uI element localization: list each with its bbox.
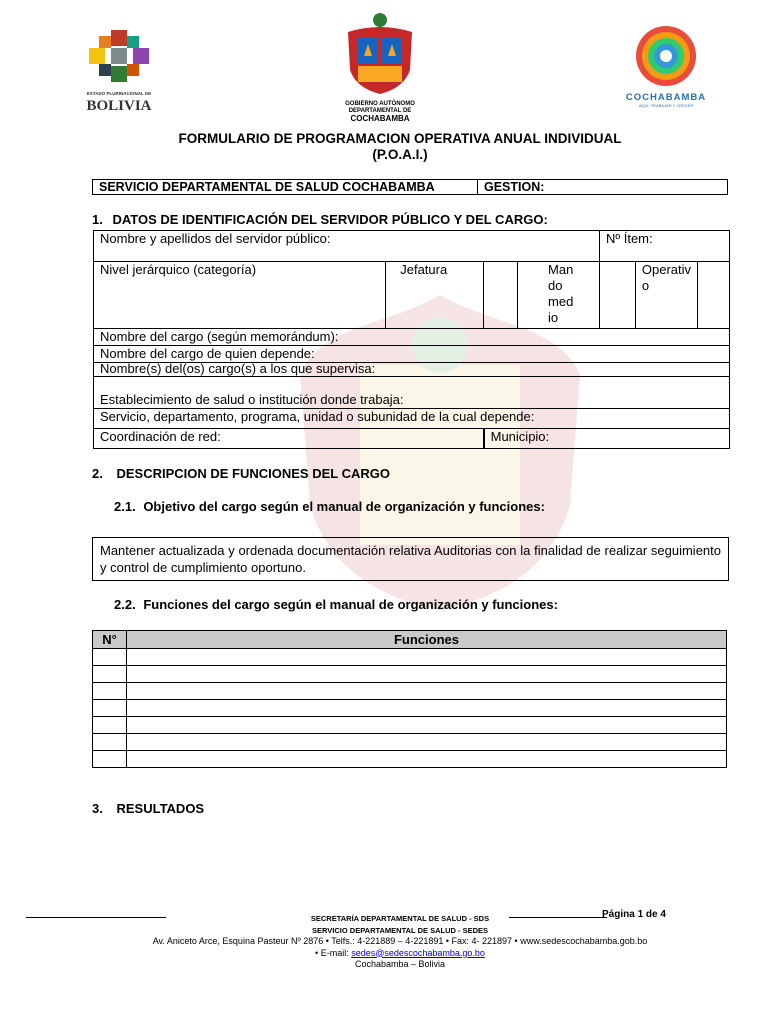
section3-title: RESULTADOS: [116, 801, 205, 816]
mando-medio-label: [518, 262, 600, 329]
footer-sedes: SERVICIO DEPARTAMENTAL DE SALUD - SEDES: [312, 925, 488, 935]
bolivia-logo-text: BOLIVIA: [86, 97, 152, 114]
gad-logo-line3: COCHABAMBA: [350, 114, 410, 123]
function-number-cell[interactable]: [93, 683, 127, 700]
table-row: [93, 751, 727, 768]
function-number-cell[interactable]: [93, 734, 127, 751]
establecimiento-field[interactable]: Establecimiento de salud o institución donde trabaja:: [94, 377, 730, 409]
bolivia-emblem-icon: [78, 26, 160, 86]
nombre-servidor-field[interactable]: Nombre y apellidos del servidor público:: [94, 231, 600, 262]
section2-heading: [92, 466, 390, 481]
cochabamba-logo-text: COCHABAMBA: [625, 92, 707, 103]
cochabamba-logo-subtext: AQUI, TRABAJAR Y CRECER: [638, 103, 694, 108]
gestion-label: GESTION:: [478, 180, 728, 195]
table-row: [93, 717, 727, 734]
funciones-header-funciones: Funciones: [127, 631, 727, 649]
footer: [0, 913, 768, 971]
jefatura-label: Jefatura: [386, 262, 484, 329]
service-header-table: [92, 179, 728, 195]
coat-of-arms-icon: [338, 10, 422, 96]
mando-medio-line1: Man: [548, 262, 574, 277]
section2-title: DESCRIPCION DE FUNCIONES DEL CARGO: [116, 466, 390, 481]
cargo-depende-field[interactable]: Nombre del cargo de quien depende:: [94, 346, 730, 363]
operativo-checkbox[interactable]: [698, 262, 730, 329]
function-number-cell[interactable]: [93, 751, 127, 768]
section2-1-number: 2.1.: [114, 499, 136, 514]
operativo-line1: Operativ: [641, 262, 692, 277]
gad-logo-line2: DEPARTAMENTAL DE: [348, 107, 412, 114]
page-number: Página 1 de 4: [602, 909, 666, 920]
function-description-cell[interactable]: [127, 734, 727, 751]
cochabamba-swirl-icon: [620, 24, 712, 88]
form-subtitle: (P.O.A.I.): [372, 147, 428, 162]
function-number-cell[interactable]: [93, 649, 127, 666]
mando-medio-line4: io: [548, 310, 559, 325]
table-row: [93, 734, 727, 751]
function-number-cell[interactable]: [93, 717, 127, 734]
function-description-cell[interactable]: [127, 700, 727, 717]
function-description-cell[interactable]: [127, 649, 727, 666]
section1-number: 1.: [92, 212, 103, 227]
section2-2-heading: [114, 597, 558, 612]
section2-1-heading: [114, 499, 545, 514]
section2-2-title: Funciones del cargo según el manual de organización y funciones:: [143, 597, 558, 612]
table-row: [93, 700, 727, 717]
section2-number: 2.: [92, 466, 103, 481]
mando-medio-line3: med: [548, 294, 574, 309]
service-name: SERVICIO DEPARTAMENTAL DE SALUD COCHABAMBA: [93, 180, 478, 195]
bolivia-logo: [78, 26, 160, 114]
funciones-header-num: N°: [93, 631, 127, 649]
footer-email-line: [0, 948, 768, 960]
function-number-cell[interactable]: [93, 700, 127, 717]
gad-logo-line1: GOBIERNO AUTÓNOMO: [345, 101, 415, 107]
item-field[interactable]: Nº Ítem:: [599, 231, 729, 262]
table-row: [93, 649, 727, 666]
function-description-cell[interactable]: [127, 717, 727, 734]
gad-cochabamba-logo: [338, 10, 422, 122]
footer-city: Cochabamba – Bolivia: [354, 959, 446, 969]
section1-title: DATOS DE IDENTIFICACIÓN DEL SERVIDOR PÚBLICO Y DEL CARGO:: [112, 212, 548, 227]
funciones-table: [92, 630, 727, 768]
footer-email-prefix: • E-mail:: [315, 947, 352, 958]
nombre-cargo-field[interactable]: Nombre del cargo (según memorándum):: [94, 329, 730, 346]
identification-table: [93, 230, 730, 449]
function-description-cell[interactable]: [127, 751, 727, 768]
section1-heading: [92, 212, 548, 227]
operativo-line2: o: [641, 278, 650, 293]
nivel-jerarquico-label: Nivel jerárquico (categoría): [94, 262, 386, 329]
coordinacion-red-field[interactable]: Coordinación de red:: [94, 429, 484, 449]
mando-medio-checkbox[interactable]: [599, 262, 635, 329]
mando-medio-line2: do: [548, 278, 563, 293]
bolivia-logo-small-text: ESTADO PLURINACIONAL DE: [86, 91, 152, 96]
section3-number: 3.: [92, 801, 103, 816]
table-row: [93, 683, 727, 700]
operativo-label: [635, 262, 697, 329]
function-description-cell[interactable]: [127, 683, 727, 700]
footer-email-link[interactable]: sedes@sedescochabamba.go.bo: [351, 947, 485, 958]
cochabamba-brand-logo: [620, 24, 712, 108]
section3-heading: [92, 801, 204, 816]
cargos-supervisa-field[interactable]: Nombre(s) del(os) cargo(s) a los que supervisa:: [94, 363, 730, 377]
municipio-field[interactable]: Municipio:: [484, 429, 730, 449]
section2-1-title: Objetivo del cargo según el manual de organización y funciones:: [143, 499, 545, 514]
table-row: [93, 666, 727, 683]
form-title: FORMULARIO DE PROGRAMACION OPERATIVA ANUAL INDIVIDUAL: [178, 131, 622, 146]
servicio-depende-field[interactable]: Servicio, departamento, programa, unidad o subunidad de la cual depende:: [94, 409, 730, 429]
section2-2-number: 2.2.: [114, 597, 136, 612]
function-number-cell[interactable]: [93, 666, 127, 683]
footer-secretaria: SECRETARÍA DEPARTAMENTAL DE SALUD - SDS: [310, 914, 490, 923]
function-description-cell[interactable]: [127, 666, 727, 683]
jefatura-checkbox[interactable]: [484, 262, 518, 329]
objetivo-text-box[interactable]: Mantener actualizada y ordenada documentación relativa Auditorias con la finalidad de realizar seguimiento y control de cumplimiento oportuno.: [92, 537, 729, 581]
footer-address: Av. Aniceto Arce, Esquina Pasteur Nº 2876 • Telfs.: 4-221889 – 4-221891 • Fax: 4- 221897 • www.sedescochabamba.gob.bo: [152, 936, 648, 946]
